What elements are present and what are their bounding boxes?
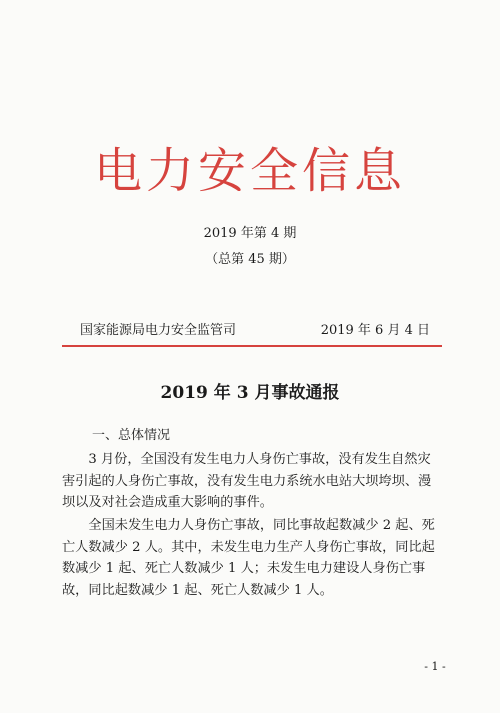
red-divider	[62, 345, 442, 347]
masthead-title: 电力安全信息	[93, 143, 406, 199]
page-number: - 1 -	[424, 660, 446, 673]
document-title: 2019 年 3 月事故通报	[160, 383, 340, 403]
issuer-date-row	[80, 322, 430, 340]
paragraph: 3 月份，全国没有发生电力人身伤亡事故，没有发生自然灾害引起的人身伤亡事故，没有发生电力系统水电站大坝垮坝、漫坝以及对社会造成重大影响的事件。	[62, 452, 432, 510]
issue-number: 2019 年第 4 期	[203, 226, 297, 241]
total-issue-number: （总第 45 期）	[205, 252, 295, 267]
paragraph: 全国未发生电力人身伤亡事故，同比事故起数减少 2 起、死亡人数减少 2 人。其中，未发生电力生产人身伤亡事故，同比起数减少 1 起、死亡人数减少 1 人；未发生电力建设人身伤亡事故，同比起数减少 1 起、死亡人数减少 1 人。	[62, 518, 435, 598]
issue-date: 2019 年 6 月 4 日	[320, 323, 430, 338]
issuer-name: 国家能源局电力安全监管司	[80, 323, 237, 338]
section-heading: 一、总体情况	[92, 428, 171, 443]
